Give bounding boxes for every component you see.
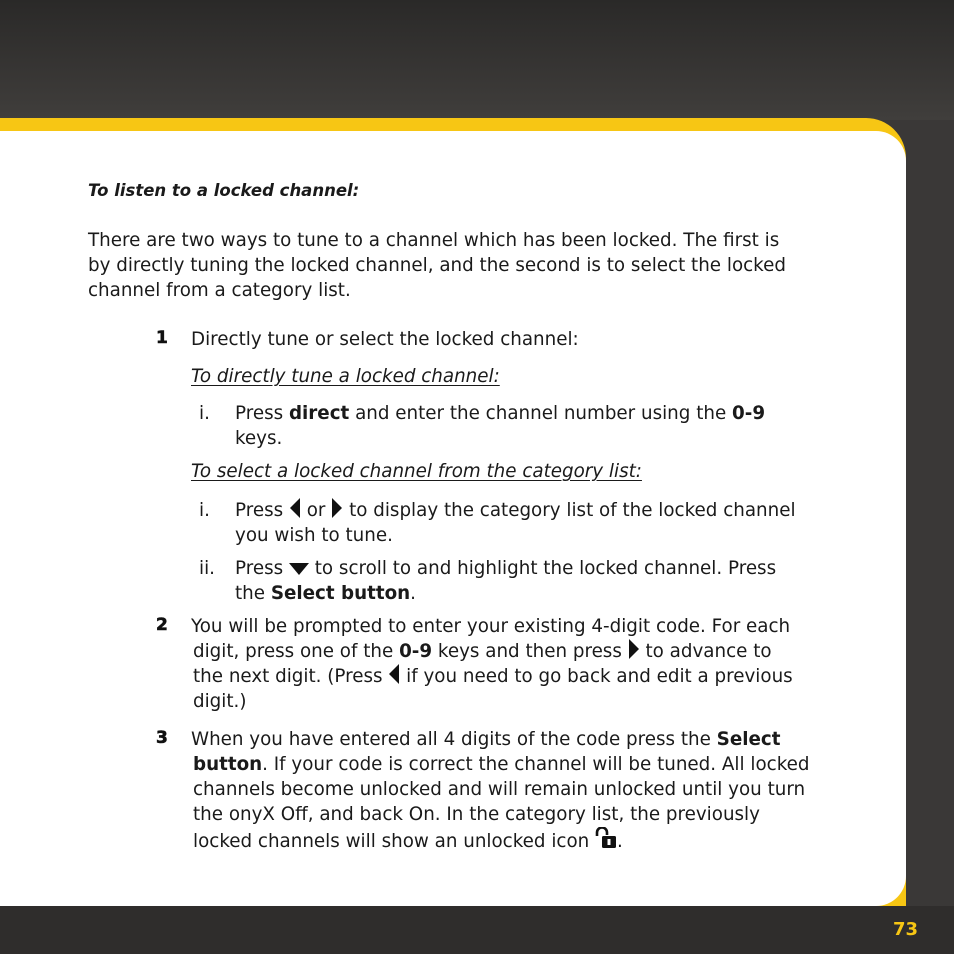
category-subheading: To select a locked channel from the category list: (191, 461, 642, 482)
intro-line-1: There are two ways to tune to a channel which has been locked. The first is (88, 230, 780, 251)
right-arrow-icon (628, 639, 640, 659)
intro-line-2: by directly tuning the locked channel, and the second is to select the locked (88, 255, 786, 276)
top-band (0, 0, 954, 120)
left-arrow-icon (388, 664, 400, 684)
step-2-line-4: digit.) (193, 691, 247, 712)
category-i-line-2: you wish to tune. (235, 525, 393, 546)
step-1-number: 1 (156, 328, 168, 348)
category-i-line-1: Press or to display the category list of the locked channel (235, 500, 796, 521)
direct-tune-subheading: To directly tune a locked channel: (191, 366, 500, 387)
bottom-band (0, 906, 954, 954)
category-ii-marker: ii. (199, 558, 215, 579)
category-ii-line-2: the Select button. (235, 583, 416, 604)
step-2-line-3: the next digit. (Press if you need to go back and edit a previous (193, 666, 793, 687)
section-heading: To listen to a locked channel: (88, 181, 360, 200)
page-number: 73 (893, 919, 919, 940)
right-arrow-icon (331, 498, 343, 518)
direct-tune-marker: i. (199, 403, 210, 424)
step-3-line-2: button. If your code is correct the channel will be tuned. All locked (193, 754, 810, 775)
step-3-number: 3 (156, 728, 168, 748)
step-1-text: Directly tune or select the locked channel: (191, 329, 579, 350)
left-arrow-icon (289, 498, 301, 518)
step-2-line-2: digit, press one of the 0-9 keys and then press to advance to (193, 641, 772, 662)
step-3-line-3: channels become unlocked and will remain unlocked until you turn (193, 779, 806, 800)
down-arrow-icon (289, 562, 309, 576)
category-ii-line-1: Press to scroll to and highlight the locked channel. Press (235, 558, 777, 579)
category-i-marker: i. (199, 500, 210, 521)
step-2-number: 2 (156, 615, 168, 635)
step-3-line-5: locked channels will show an unlocked icon . (193, 827, 623, 854)
direct-tune-line-2: keys. (235, 428, 283, 449)
unlocked-icon (595, 827, 617, 849)
step-3-line-1: When you have entered all 4 digits of the code press the Select (191, 729, 781, 750)
step-2-line-1: You will be prompted to enter your existing 4-digit code. For each (191, 616, 791, 637)
direct-tune-line-1: Press direct and enter the channel number using the 0-9 (235, 403, 766, 424)
intro-line-3: channel from a category list. (88, 280, 351, 301)
step-3-line-4: the onyX Off, and back On. In the category list, the previously (193, 804, 760, 825)
